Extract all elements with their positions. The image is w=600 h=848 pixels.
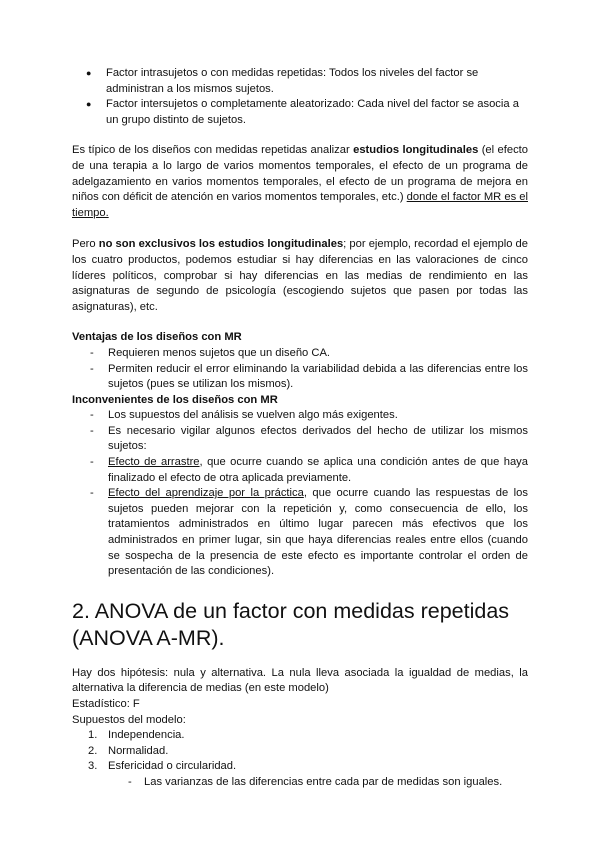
bullet-icon: ● [86, 99, 92, 110]
heading-ventajas: Ventajas de los diseños con MR [72, 331, 242, 344]
bullet-icon: ● [86, 68, 92, 78]
factor-types-list [72, 66, 528, 128]
supuestos-list [72, 728, 528, 775]
list-item: ● Factor intersujetos o completamente aleatorizado: Cada nivel del factor se asocia a un grupo distinto de sujetos. [86, 98, 519, 126]
list-item: 2. Normalidad. [88, 744, 169, 757]
list-item: - Permiten reducir el error eliminando la variabilidad debida a las diferencias entre los sujetos (pues se utilizan los mismos). [90, 362, 528, 391]
inconvenientes-list [72, 408, 528, 580]
list-item: - Los supuestos del análisis se vuelven algo más exigentes. [90, 409, 398, 422]
list-item: - Efecto de arrastre, que ocurre cuando se aplica una condición antes de que haya finalizado el efecto de otra aplicada previamente. [90, 456, 529, 484]
heading-inconvenientes: Inconvenientes de los diseños con MR [72, 393, 278, 406]
document-page [72, 66, 528, 791]
ventajas-list [72, 346, 528, 393]
esfericidad-sublist [72, 775, 528, 791]
paragraph-hipotesis: Hay dos hipótesis: nula y alternativa. La nula lleva asociada la igualdad de medias, la alternativa la diferencia de medias (en este modelo) [72, 666, 528, 695]
section-heading: 2. ANOVA de un factor con medidas repetidas (ANOVA A-MR). [72, 598, 510, 650]
list-item: 3. Esfericidad o circularidad. [88, 760, 237, 773]
paragraph-not-exclusive: Pero no son exclusivos los estudios longitudinales; por ejemplo, recordad el ejemplo de los cuatro productos, podemos estudiar si hay diferencias en las valoraciones de cinco líderes políticos, comprobar si hay diferencias en las medias de rendimiento en las asignaturas de segundo de psicología (escogiendo sujetos que pasen por todas las asignaturas), etc. [72, 238, 528, 313]
list-item: - Efecto del aprendizaje por la práctica, que ocurre cuando las respuestas de los sujetos pueden mejorar con la repetición y, como consecuencia de ello, los tratamientos administrados en último lugar parecen más efectivos que los administrados en primer lugar, sin que haya diferencias reales entre ellos (cuando se sospecha de la presencia de este efecto es importante controlar el orden de presentación de las condiciones). [90, 487, 528, 578]
list-item: ● Factor intrasujetos o con medidas repetidas: Todos los niveles del factor se administran a los mismos sujetos. [86, 67, 479, 95]
list-item: - Requieren menos sujetos que un diseño CA. [90, 346, 331, 359]
estadistico-line: Estadístico: F [72, 698, 140, 710]
list-item: - Las varianzas de las diferencias entre cada par de medidas son iguales. [128, 775, 503, 788]
list-item: - Es necesario vigilar algunos efectos derivados del hecho de utilizar los mismos sujetos: [90, 424, 528, 453]
paragraph-longitudinal: Es típico de los diseños con medidas repetidas analizar estudios longitudinales (el efecto de una terapia a lo largo de varios momentos temporales, el efecto de un programa de adelgazamiento en varios momentos temporales, el efecto de un programa de mejora en niños con déficit de atención en varios momentos temporales, etc.) donde el factor MR es el tiempo. [72, 144, 528, 219]
list-item: 1. Independencia. [88, 729, 185, 742]
supuestos-label: Supuestos del modelo: [72, 713, 186, 726]
